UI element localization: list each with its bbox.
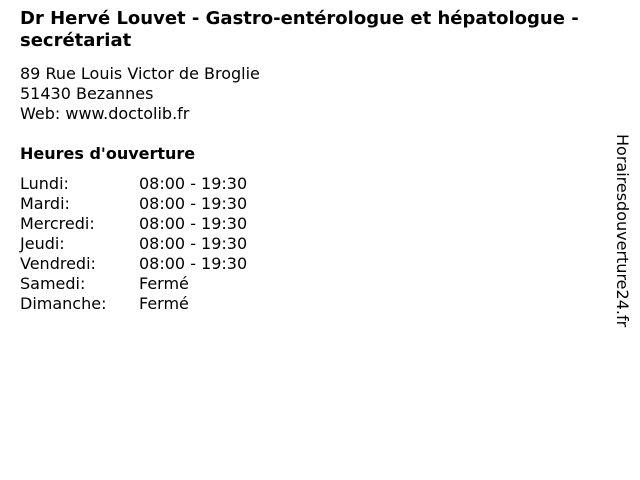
site-watermark: Horairesdouverture24.fr <box>613 134 632 328</box>
day-hours: Fermé <box>139 274 189 293</box>
address-block <box>20 64 260 124</box>
day-label: Mercredi: <box>20 214 95 233</box>
day-hours: 08:00 - 19:30 <box>139 214 248 233</box>
day-hours: 08:00 - 19:30 <box>139 174 248 193</box>
hours-row-monday <box>20 174 247 194</box>
opening-hours-heading: Heures d'ouverture <box>20 144 196 163</box>
day-label: Jeudi: <box>20 234 65 253</box>
day-hours: 08:00 - 19:30 <box>139 194 248 213</box>
city-address: 51430 Bezannes <box>20 84 154 103</box>
day-hours: Fermé <box>139 294 189 313</box>
day-label: Vendredi: <box>20 254 96 273</box>
hours-row-tuesday <box>20 194 247 214</box>
day-hours: 08:00 - 19:30 <box>139 254 248 273</box>
hours-row-thursday <box>20 234 247 254</box>
website-text: Web: www.doctolib.fr <box>20 104 190 123</box>
page-title: Dr Hervé Louvet - Gastro-entérologue et hépatologue - secrétariat <box>20 8 579 51</box>
hours-row-saturday <box>20 274 247 294</box>
day-label: Mardi: <box>20 194 70 213</box>
day-label: Lundi: <box>20 174 69 193</box>
hours-row-friday <box>20 254 247 274</box>
day-label: Dimanche: <box>20 294 107 313</box>
day-label: Samedi: <box>20 274 86 293</box>
street-address: 89 Rue Louis Victor de Broglie <box>20 64 260 83</box>
day-hours: 08:00 - 19:30 <box>139 234 248 253</box>
opening-hours-table <box>20 174 247 314</box>
hours-row-wednesday <box>20 214 247 234</box>
hours-row-sunday <box>20 294 247 314</box>
